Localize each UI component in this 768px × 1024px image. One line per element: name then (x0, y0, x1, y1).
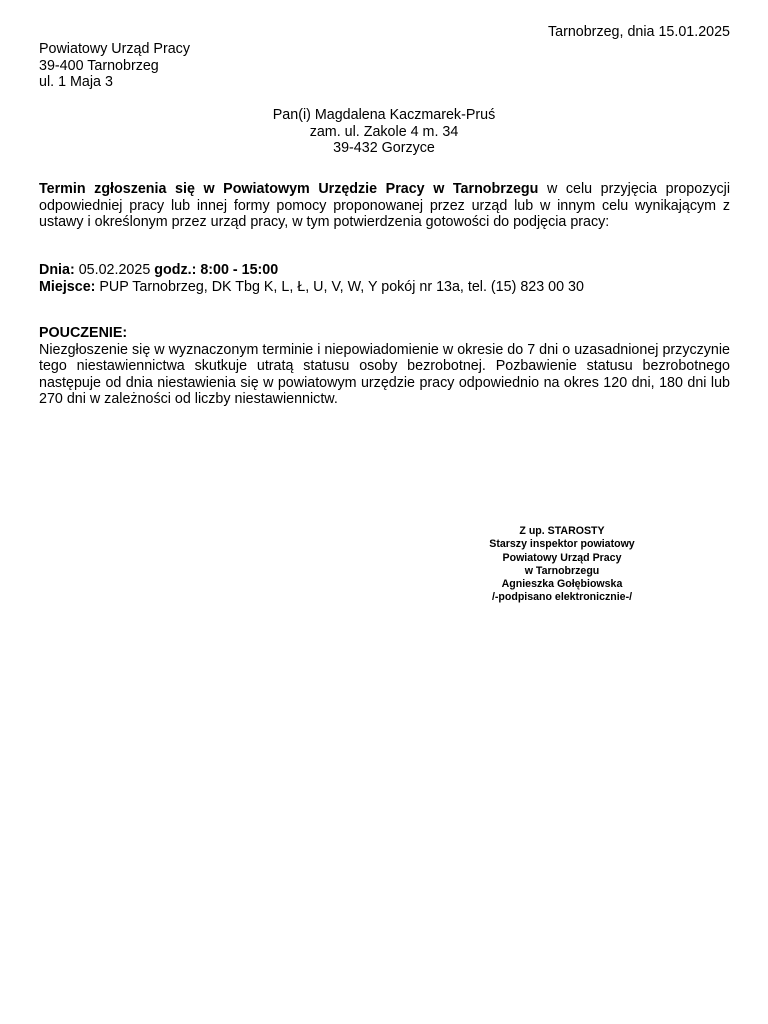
signature-authority: Z up. STAROSTY (519, 525, 605, 537)
summons-lead-bold: Termin zgłoszenia się w Powiatowym Urzędzie Pracy w Tarnobrzegu (39, 181, 539, 197)
summons-paragraph (39, 181, 730, 231)
date-value: 05.02.2025 (74, 262, 155, 278)
recipient-address (0, 107, 768, 157)
signature-block (454, 525, 670, 605)
signature-name: Agnieszka Gołębiowska (501, 578, 623, 591)
signature-e-signed-note: /-podpisano elektronicznie-/ (491, 591, 633, 604)
sender-postal-city: 39-400 Tarnobrzeg (39, 57, 159, 74)
date-label: Dnia: (39, 262, 75, 278)
recipient-postal-city: 39-432 Gorzyce (333, 140, 435, 157)
time-label: godz.: (154, 262, 197, 278)
notice-section (39, 325, 730, 408)
time-value: 8:00 - 15:00 (196, 262, 279, 278)
signature-office-city: w Tarnobrzegu (524, 564, 600, 577)
sender-name: Powiatowy Urząd Pracy (39, 41, 190, 57)
recipient-street: zam. ul. Zakole 4 m. 34 (309, 123, 459, 140)
signature-position: Starszy inspektor powiatowy (489, 538, 635, 551)
place-date: Tarnobrzeg, dnia 15.01.2025 (547, 24, 730, 40)
place-label: Miejsce: (39, 278, 96, 295)
signature-office: Powiatowy Urząd Pracy (502, 551, 622, 564)
summons-lead-rest: w celu przyjęcia propozycji odpowiedniej pracy lub innej formy pomocy proponowanej przez urząd lub w innym celu wynikającym z ustawy i określonym przez urząd pracy, w tym potwierdzenia gotowości do podjęcia pracy: (39, 181, 730, 231)
sender-address (39, 41, 190, 91)
sender-street: ul. 1 Maja 3 (39, 74, 113, 91)
notice-title: POUCZENIE: (39, 325, 128, 341)
appointment-place-line (39, 279, 730, 296)
appointment-date-line (39, 262, 730, 279)
appointment-details (39, 262, 730, 295)
notice-text: Niezgłoszenie się w wyznaczonym terminie i niepowiadomienie w okresie do 7 dni o uzasadnionej przyczynie tego niestawiennictwa skutkuje utratą statusu osoby bezrobotnej. Pozbawienie statusu bezrobotnego następuje od dnia niestawienia się w powiatowym urzędzie pracy odpowiednio na okres 120 dni, 180 dni lub 270 dni w zależności od liczby niestawiennictw. (39, 341, 730, 408)
place-value: PUP Tarnobrzeg, DK Tbg K, L, Ł, U, V, W, Y pokój nr 13a, tel. (15) 823 00 30 (95, 278, 584, 295)
recipient-name: Pan(i) Magdalena Kaczmarek-Pruś (272, 107, 496, 123)
